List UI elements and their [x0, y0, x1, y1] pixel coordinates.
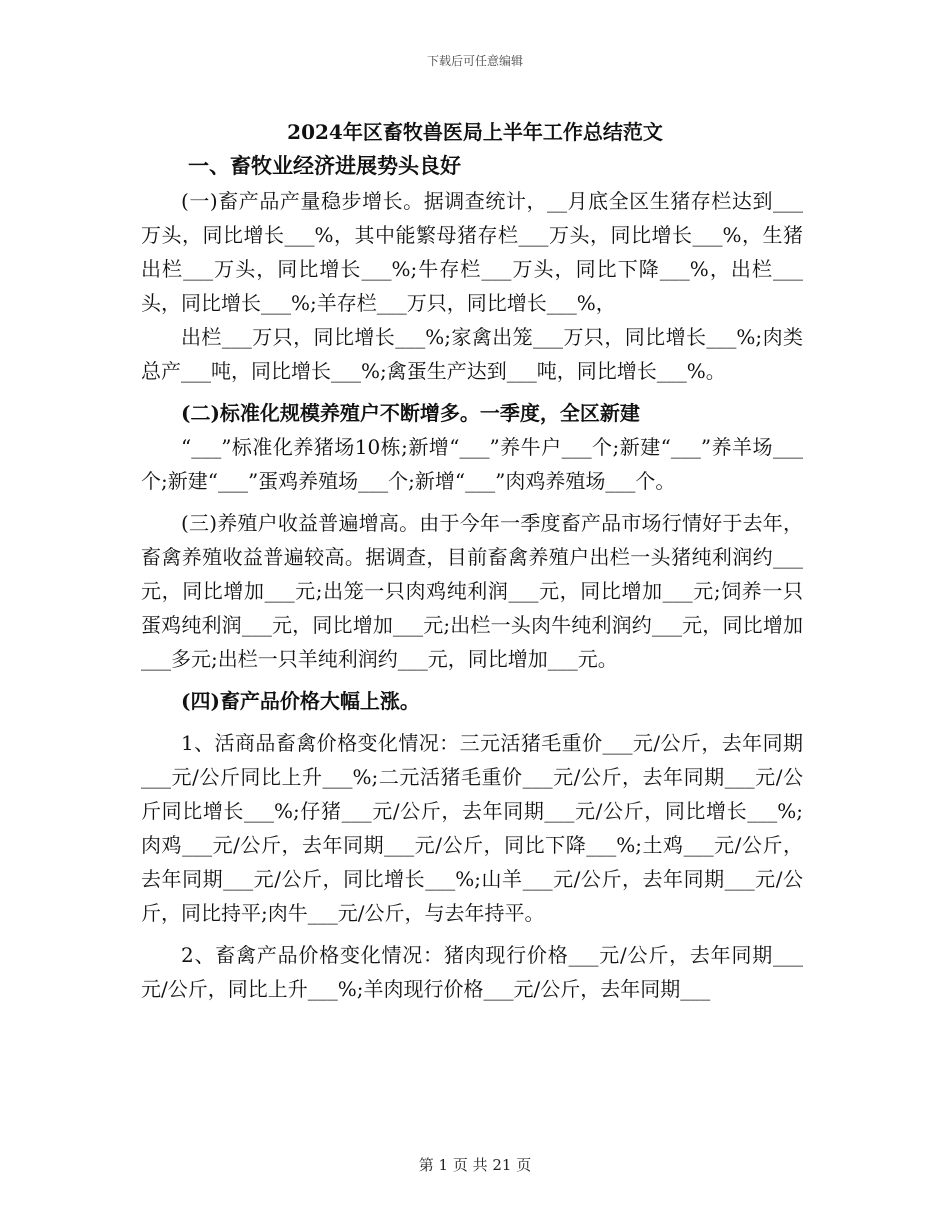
page-footer: 第 1 页 共 21 页 — [418, 1156, 532, 1174]
document-title: 2024年区畜牧兽医局上半年工作总结范文 — [287, 120, 663, 144]
paragraph-income: (三)养殖户收益普遍增高。由于今年一季度畜产品市场行情好于去年，畜禽养殖收益普遍较高。据调查，目前畜禽养殖户出栏一头猪纯利润约___元，同比增加___元;出笼一只肉鸡纯利润___元，同比增加___元;饲养一只蛋鸡纯利润___元，同比增加___元;出栏一头肉牛纯利润约___元，同比增加___多元;出栏一只羊纯利润约___元，同比增加___元。 — [141, 511, 803, 671]
paragraph-heading-prices: (四)畜产品价格大幅上涨。 — [181, 689, 420, 713]
paragraph-heading-standardization: (二)标准化规模养殖户不断增多。一季度，全区新建 — [181, 401, 640, 425]
paragraph-output: (一)畜产品产量稳步增长。据调查统计，__月底全区生猪存栏达到___万头，同比增长___%，其中能繁母猪存栏___万头，同比增长___%，生猪出栏___万头，同比增长___%;牛存栏___万头，同比下降___%，出栏___头，同比增长___%;羊存栏___万只，同比增长___%， — [141, 189, 803, 315]
document-body — [141, 184, 803, 1006]
section-heading: 一、畜牧业经济进展势头良好 — [188, 153, 461, 178]
header-note: 下载后可任意编辑 — [426, 54, 523, 68]
paragraph-product-prices: 2、畜禽产品价格变化情况：猪肉现行价格___元/公斤，去年同期___元/公斤，同比上升___%;羊肉现行价格___元/公斤，去年同期___ — [141, 943, 803, 1001]
paragraph-standardization: “___”标准化养猪场10栋;新增“___”养牛户___个;新建“___”养羊场___个;新建“___”蛋鸡养殖场___个;新增“___”肉鸡养殖场___个。 — [141, 435, 803, 493]
paragraph-output-cont: 出栏___万只，同比增长___%;家禽出笼___万只，同比增长___%;肉类总产___吨，同比增长___%;禽蛋生产达到___吨，同比增长___%。 — [141, 325, 803, 383]
paragraph-live-prices: 1、活商品畜禽价格变化情况：三元活猪毛重价___元/公斤，去年同期___元/公斤同比上升___%;二元活猪毛重价___元/公斤，去年同期___元/公斤同比增长___%;仔猪___元/公斤，去年同期___元/公斤，同比增长___%;肉鸡___元/公斤，去年同期___元/公斤，同比下降___%;土鸡___元/公斤，去年同期___元/公斤，同比增长___%;山羊___元/公斤，去年同期___元/公斤，同比持平;肉牛___元/公斤，与去年持平。 — [141, 731, 803, 925]
